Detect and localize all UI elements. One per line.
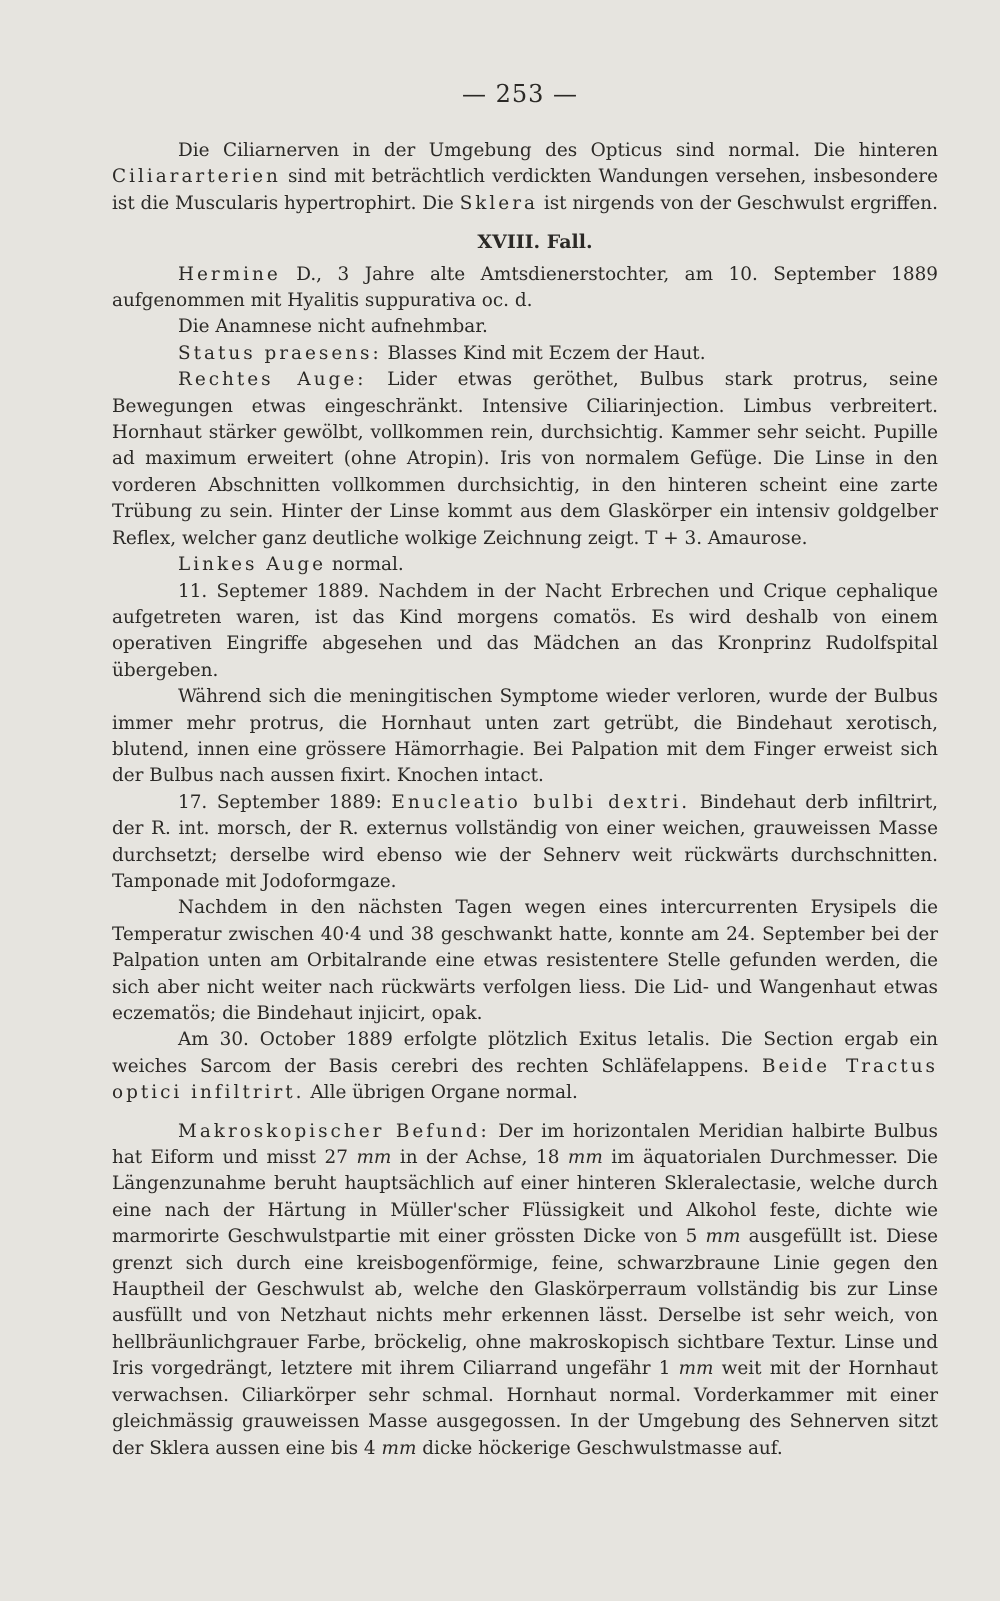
paragraph: Makroskopischer Befund: Der im horizontalen Meridian halbirte Bulbus hat Eiform und misst 27 mm in der Achse, 18 mm im äquatorialen Durchmesser. Die Längenzunahme beruht hauptsächlich auf einer hinteren Skleralectasie, welche durch eine nach der Härtung in Müller'scher Flüssigkeit und Alkohol feste, dichte wie marmorirte Geschwulstpartie mit einer grössten Dicke von 5 mm ausgefüllt ist. Diese grenzt sich durch eine kreisbogenförmige, feine, schwarzbraune Linie gegen den Hauptheil der Geschwulst ab, welche den Glaskörperraum vollständig bis zur Linse ausfüllt und von Netzhaut nichts mehr erkennen lässt. Derselbe ist sehr weich, von hellbräunlichgrauer Farbe, bröckelig, ohne makroskopisch sichtbare Textur. Linse und Iris vorgedrängt, letztere mit ihrem Ciliarrand ungefähr 1 mm weit mit der Hornhaut verwachsen. Ciliarkörper sehr schmal. Hornhaut normal. Vorderkammer mit einer gleichmässig grauweissen Masse ausgegossen. In der Umgebung des Sehnerven sitzt der Sklera aussen eine bis 4 mm dicke höckerige Geschwulstmasse auf. — [112, 1120, 938, 1459]
paragraph: Rechtes Auge: Lider etwas geröthet, Bulbus stark protrus, seine Bewegungen etwas eingeschränkt. Intensive Ciliarinjection. Limbus verbreitert. Hornhaut stärker gewölbt, vollkommen rein, durchsichtig. Kammer sehr seicht. Pupille ad maximum erweitert (ohne Atropin). Iris von normalem Gefüge. Die Linse in den vorderen Abschnitten vollkommen durchsichtig, in den hinteren scheint eine zarte Trübung zu sein. Hinter der Linse kommt aus dem Glaskörper ein intensiv goldgelber Reflex, welcher ganz deutliche wolkige Zeichnung zeigt. T + 3. Amaurose. — [112, 369, 938, 549]
case-heading: XVIII. Fall. — [477, 231, 593, 254]
paragraph: 17. September 1889: Enucleatio bulbi dextri. Bindehaut derb infiltrirt, der R. int. morsch, der R. externus vollständig von einer weichen, grauweissen Masse durchsetzt; derselbe wird ebenso wie der Sehnerv weit rückwärts durchschnitten. Tamponade mit Jodoformgaze. — [112, 791, 938, 892]
paragraph: Linkes Auge normal. — [178, 554, 404, 576]
page-number: — 253 — — [461, 80, 579, 108]
paragraph: Nachdem in den nächsten Tagen wegen eines intercurrenten Erysipels die Temperatur zwischen 40·4 und 38 geschwankt hatte, konnte am 24. September bei der Palpation unten am Orbitalrande eine etwas resistentere Stelle gefunden werden, die sich aber nicht weiter nach rückwärts verfolgen liess. Die Lid- und Wangenhaut etwas eczematös; die Bindehaut injicirt, opak. — [112, 897, 938, 1024]
paragraph: Hermine D., 3 Jahre alte Amtsdienerstochter, am 10. September 1889 aufgenommen mit Hyalitis suppurativa oc. d. — [112, 263, 938, 312]
paragraph: 11. Septemer 1889. Nachdem in der Nacht Erbrechen und Crique cephalique aufgetreten waren, ist das Kind morgens comatös. Es wird deshalb von einem operativen Eingriffe abgesehen und das Mädchen an das Kronprinz Rudolfspital übergeben. — [112, 580, 938, 681]
paragraph: Status praesens: Blasses Kind mit Eczem der Haut. — [178, 342, 706, 364]
paragraph: Während sich die meningitischen Symptome wieder verloren, wurde der Bulbus immer mehr protrus, die Hornhaut unten zart getrübt, die Bindehaut xerotisch, blutend, innen eine grössere Hämorrhagie. Bei Palpation mit dem Finger erweist sich der Bulbus nach aussen fixirt. Knochen intact. — [112, 686, 938, 787]
body-text — [112, 138, 938, 1462]
paragraph: Am 30. October 1889 erfolgte plötzlich Exitus letalis. Die Section ergab ein weiches Sarcom der Basis cerebri des rechten Schläfelappens. Beide Tractus optici infiltrirt. Alle übrigen Organe normal. — [112, 1029, 938, 1104]
paragraph: Die Ciliarnerven in der Umgebung des Opticus sind normal. Die hinteren Ciliararterien sind mit beträchtlich verdickten Wandungen versehen, insbesondere ist die Muscularis hypertrophirt. Die Sklera ist nirgends von der Geschwulst ergriffen. — [112, 140, 938, 214]
paragraph: Die Anamnese nicht aufnehmbar. — [178, 316, 488, 338]
